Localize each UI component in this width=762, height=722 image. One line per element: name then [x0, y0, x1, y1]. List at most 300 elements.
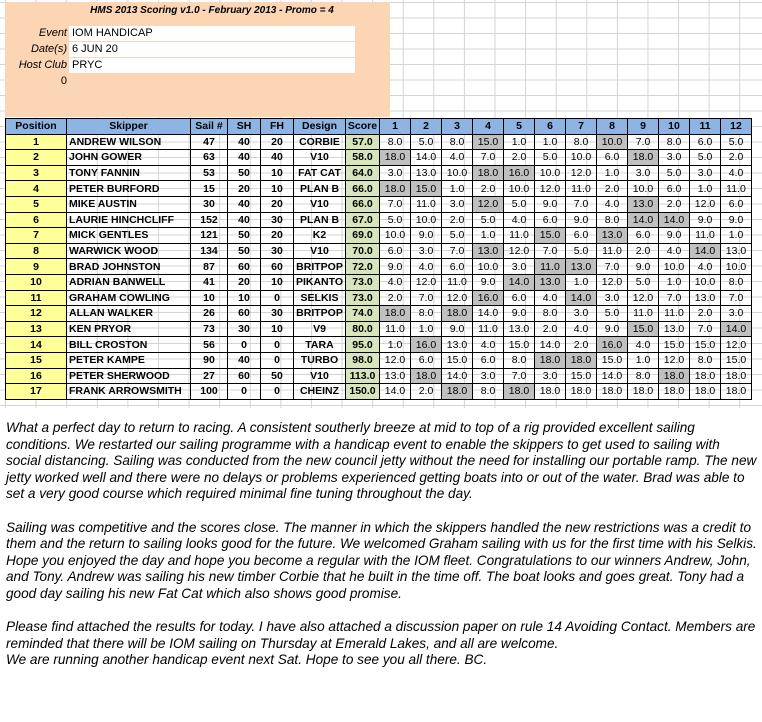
sh-cell: 20: [228, 274, 261, 290]
event-info-panel: [5, 2, 390, 117]
race-score-cell: 1.0: [535, 134, 566, 150]
fh-cell: 0: [261, 352, 294, 368]
skipper-cell: GRAHAM COWLING: [67, 290, 191, 306]
host-club-label: Host Club: [18, 59, 67, 71]
race-score-cell: 1.0: [628, 352, 659, 368]
race-score-cell: 18.0: [628, 384, 659, 400]
design-cell: PIKANTO: [294, 274, 346, 290]
sh-cell: 60: [228, 368, 261, 384]
race-score-cell: 10.0: [566, 150, 597, 166]
column-header: Position: [6, 119, 67, 135]
skipper-cell: MICK GENTLES: [67, 228, 191, 244]
sail-number-cell: 26: [191, 306, 228, 322]
sh-cell: 60: [228, 306, 261, 322]
race-score-cell: 15.0: [690, 337, 721, 353]
race-score-cell: 5.0: [473, 212, 504, 228]
fh-cell: 30: [261, 306, 294, 322]
dropped-race-cell: 13.0: [473, 243, 504, 259]
fh-cell: 20: [261, 196, 294, 212]
fh-cell: 20: [261, 134, 294, 150]
race-score-cell: 7.0: [628, 134, 659, 150]
column-header: Design: [294, 119, 346, 135]
table-row: [6, 384, 752, 400]
race-score-cell: 2.0: [535, 321, 566, 337]
race-score-cell: 8.0: [504, 352, 535, 368]
sail-number-cell: 30: [191, 196, 228, 212]
skipper-cell: PETER KAMPE: [67, 352, 191, 368]
column-header: 2: [411, 119, 442, 135]
race-score-cell: 18.0: [690, 384, 721, 400]
race-score-cell: 5.0: [442, 228, 473, 244]
dropped-race-cell: 18.0: [380, 181, 411, 197]
column-header: 9: [628, 119, 659, 135]
score-cell: 150.0: [346, 384, 380, 400]
race-score-cell: 11.0: [566, 181, 597, 197]
skipper-cell: ANDREW WILSON: [67, 134, 191, 150]
race-score-cell: 6.0: [380, 243, 411, 259]
race-score-cell: 4.0: [380, 274, 411, 290]
race-score-cell: 12.0: [721, 337, 752, 353]
host-club-value: PRYC: [69, 58, 355, 73]
race-score-cell: 2.0: [504, 150, 535, 166]
race-score-cell: 18.0: [535, 384, 566, 400]
race-score-cell: 18.0: [597, 384, 628, 400]
report-paragraph-1: What a perfect day to return to racing. A consistent southerly breeze at mid to top of a rig provided excellent sailing conditions. We restarted our sailing programme with a handicap event to enable the skippers to get used to sailing with social distancing. Sailing was conducted from the new council jetty without the need for installing our portable ramp. The new jetty worked well and there were no delays or problems experienced getting boats into or out of the water. Brad was able to set a very good course which required minimal fine tuning throughout the day.: [6, 420, 757, 502]
skipper-cell: WARWICK WOOD: [67, 243, 191, 259]
race-score-cell: 10.0: [628, 181, 659, 197]
race-score-cell: 4.0: [411, 259, 442, 275]
race-score-cell: 15.0: [659, 337, 690, 353]
skipper-cell: MIKE AUSTIN: [67, 196, 191, 212]
race-score-cell: 10.0: [442, 165, 473, 181]
race-score-cell: 14.0: [411, 150, 442, 166]
dropped-race-cell: 14.0: [504, 274, 535, 290]
dropped-race-cell: 18.0: [628, 150, 659, 166]
zero-value: 0: [60, 75, 67, 87]
date-label: Date(s): [30, 43, 67, 55]
sail-number-cell: 134: [191, 243, 228, 259]
column-header: 7: [566, 119, 597, 135]
position-cell: 8: [6, 243, 67, 259]
race-score-cell: 7.0: [442, 243, 473, 259]
dropped-race-cell: 18.0: [504, 384, 535, 400]
race-score-cell: 3.0: [504, 259, 535, 275]
sail-number-cell: 27: [191, 368, 228, 384]
score-cell: 80.0: [346, 321, 380, 337]
race-score-cell: 13.0: [442, 337, 473, 353]
race-score-cell: 1.0: [597, 165, 628, 181]
race-score-cell: 3.0: [597, 290, 628, 306]
dropped-race-cell: 11.0: [535, 259, 566, 275]
table-row: [6, 321, 752, 337]
dropped-race-cell: 15.0: [628, 321, 659, 337]
race-score-cell: 9.0: [380, 259, 411, 275]
race-score-cell: 6.0: [659, 181, 690, 197]
race-score-cell: 2.0: [597, 181, 628, 197]
race-score-cell: 8.0: [473, 384, 504, 400]
race-score-cell: 3.0: [442, 196, 473, 212]
column-header: 10: [659, 119, 690, 135]
position-cell: 3: [6, 165, 67, 181]
race-score-cell: 2.0: [690, 306, 721, 322]
position-cell: 14: [6, 337, 67, 353]
race-score-cell: 11.0: [628, 306, 659, 322]
position-cell: 15: [6, 352, 67, 368]
column-header: Score: [346, 119, 380, 135]
fh-cell: 0: [261, 290, 294, 306]
skipper-cell: PETER SHERWOOD: [67, 368, 191, 384]
design-cell: V10: [294, 150, 346, 166]
event-value: IOM HANDICAP: [69, 26, 355, 41]
design-cell: BRITPOP: [294, 259, 346, 275]
table-row: [6, 243, 752, 259]
race-score-cell: 3.0: [473, 368, 504, 384]
report-paragraph-4: We are running another handicap event next Sat. Hope to see you all there. BC.: [6, 652, 488, 668]
results-table: [5, 118, 752, 400]
race-score-cell: 11.0: [380, 321, 411, 337]
race-score-cell: 15.0: [504, 337, 535, 353]
race-score-cell: 15.0: [442, 352, 473, 368]
column-header: Skipper: [67, 119, 191, 135]
race-score-cell: 4.0: [566, 321, 597, 337]
race-score-cell: 8.0: [597, 212, 628, 228]
race-score-cell: 5.0: [628, 274, 659, 290]
sail-number-cell: 56: [191, 337, 228, 353]
design-cell: K2: [294, 228, 346, 244]
score-cell: 72.0: [346, 259, 380, 275]
position-cell: 12: [6, 306, 67, 322]
race-score-cell: 12.0: [504, 243, 535, 259]
position-cell: 11: [6, 290, 67, 306]
sh-cell: 40: [228, 196, 261, 212]
race-score-cell: 10.0: [473, 259, 504, 275]
race-score-cell: 9.0: [628, 259, 659, 275]
race-score-cell: 12.0: [659, 352, 690, 368]
sh-cell: 50: [228, 243, 261, 259]
race-score-cell: 10.0: [504, 181, 535, 197]
position-cell: 5: [6, 196, 67, 212]
score-cell: 58.0: [346, 150, 380, 166]
race-score-cell: 3.0: [628, 165, 659, 181]
race-score-cell: 7.0: [411, 290, 442, 306]
sail-number-cell: 53: [191, 165, 228, 181]
race-score-cell: 3.0: [411, 243, 442, 259]
race-score-cell: 11.0: [442, 274, 473, 290]
sh-cell: 20: [228, 181, 261, 197]
table-row: [6, 337, 752, 353]
dropped-race-cell: 14.0: [659, 212, 690, 228]
column-header: 3: [442, 119, 473, 135]
race-score-cell: 7.0: [659, 290, 690, 306]
race-score-cell: 4.0: [628, 337, 659, 353]
race-score-cell: 5.0: [690, 150, 721, 166]
race-score-cell: 9.0: [566, 212, 597, 228]
dropped-race-cell: 14.0: [721, 321, 752, 337]
race-score-cell: 8.0: [690, 352, 721, 368]
position-cell: 1: [6, 134, 67, 150]
race-score-cell: 8.0: [721, 274, 752, 290]
race-score-cell: 1.0: [566, 274, 597, 290]
column-header: 6: [535, 119, 566, 135]
race-score-cell: 14.0: [535, 337, 566, 353]
position-cell: 7: [6, 228, 67, 244]
skipper-cell: KEN PRYOR: [67, 321, 191, 337]
column-header: Sail #: [191, 119, 228, 135]
position-cell: 17: [6, 384, 67, 400]
race-score-cell: 9.0: [504, 306, 535, 322]
race-score-cell: 7.0: [380, 196, 411, 212]
race-score-cell: 14.0: [380, 384, 411, 400]
race-score-cell: 9.0: [659, 228, 690, 244]
race-score-cell: 8.0: [566, 134, 597, 150]
race-score-cell: 11.0: [504, 228, 535, 244]
sh-cell: 40: [228, 352, 261, 368]
race-score-cell: 10.0: [690, 274, 721, 290]
design-cell: PLAN B: [294, 181, 346, 197]
dropped-race-cell: 15.0: [411, 181, 442, 197]
race-score-cell: 12.0: [597, 274, 628, 290]
dropped-race-cell: 15.0: [535, 228, 566, 244]
fh-cell: 60: [261, 259, 294, 275]
design-cell: V10: [294, 243, 346, 259]
race-score-cell: 2.0: [659, 196, 690, 212]
sh-cell: 10: [228, 290, 261, 306]
fh-cell: 40: [261, 150, 294, 166]
event-label: Event: [38, 27, 67, 39]
race-score-cell: 5.0: [535, 150, 566, 166]
race-score-cell: 14.0: [473, 306, 504, 322]
sh-cell: 40: [228, 150, 261, 166]
race-score-cell: 5.0: [380, 212, 411, 228]
dropped-race-cell: 13.0: [566, 259, 597, 275]
date-value: 6 JUN 20: [69, 42, 355, 57]
fh-cell: 0: [261, 384, 294, 400]
dropped-race-cell: 18.0: [659, 368, 690, 384]
race-score-cell: 12.0: [411, 274, 442, 290]
race-score-cell: 18.0: [721, 368, 752, 384]
sail-number-cell: 73: [191, 321, 228, 337]
race-score-cell: 9.0: [442, 321, 473, 337]
race-score-cell: 1.0: [473, 228, 504, 244]
design-cell: PLAN B: [294, 212, 346, 228]
race-score-cell: 3.0: [566, 306, 597, 322]
table-row: [6, 212, 752, 228]
score-cell: 67.0: [346, 212, 380, 228]
position-cell: 4: [6, 181, 67, 197]
table-row: [6, 150, 752, 166]
race-score-cell: 6.0: [411, 352, 442, 368]
race-score-cell: 7.0: [504, 368, 535, 384]
dropped-race-cell: 18.0: [411, 368, 442, 384]
column-header: 8: [597, 119, 628, 135]
table-row: [6, 134, 752, 150]
race-score-cell: 6.0: [535, 212, 566, 228]
score-cell: 73.0: [346, 274, 380, 290]
race-score-cell: 9.0: [721, 212, 752, 228]
sail-number-cell: 41: [191, 274, 228, 290]
race-score-cell: 4.0: [659, 243, 690, 259]
race-score-cell: 11.0: [721, 181, 752, 197]
table-row: [6, 196, 752, 212]
race-score-cell: 7.0: [535, 243, 566, 259]
race-score-cell: 2.0: [721, 150, 752, 166]
race-score-cell: 14.0: [442, 368, 473, 384]
race-score-cell: 2.0: [442, 212, 473, 228]
design-cell: TURBO: [294, 352, 346, 368]
race-score-cell: 10.0: [380, 228, 411, 244]
design-cell: CHEINZ: [294, 384, 346, 400]
race-score-cell: 6.0: [721, 196, 752, 212]
dropped-race-cell: 18.0: [535, 352, 566, 368]
dropped-race-cell: 18.0: [442, 384, 473, 400]
sh-cell: 40: [228, 212, 261, 228]
race-score-cell: 4.0: [721, 165, 752, 181]
race-score-cell: 13.0: [690, 290, 721, 306]
race-score-cell: 8.0: [442, 134, 473, 150]
race-score-cell: 12.0: [442, 290, 473, 306]
race-score-cell: 1.0: [380, 337, 411, 353]
design-cell: V10: [294, 196, 346, 212]
score-cell: 113.0: [346, 368, 380, 384]
position-cell: 13: [6, 321, 67, 337]
sail-number-cell: 87: [191, 259, 228, 275]
skipper-cell: PETER BURFORD: [67, 181, 191, 197]
score-cell: 98.0: [346, 352, 380, 368]
report-paragraph-3: Please find attached the results for today. I have also attached a discussion paper on rule 14 Avoiding Contact. Members are reminded that there will be IOM sailing on Thursday at Emerald Lakes, and all are welcome.: [6, 619, 756, 651]
race-score-cell: 4.0: [473, 337, 504, 353]
race-score-cell: 8.0: [535, 306, 566, 322]
column-header: SH: [228, 119, 261, 135]
dropped-race-cell: 14.0: [628, 212, 659, 228]
table-row: [6, 306, 752, 322]
race-score-cell: 6.0: [504, 290, 535, 306]
dropped-race-cell: 16.0: [504, 165, 535, 181]
score-cell: 66.0: [346, 181, 380, 197]
sh-cell: 30: [228, 321, 261, 337]
design-cell: V10: [294, 368, 346, 384]
race-score-cell: 4.0: [690, 259, 721, 275]
race-score-cell: 8.0: [659, 134, 690, 150]
sail-number-cell: 90: [191, 352, 228, 368]
sh-cell: 50: [228, 165, 261, 181]
position-cell: 16: [6, 368, 67, 384]
sh-cell: 0: [228, 337, 261, 353]
dropped-race-cell: 13.0: [628, 196, 659, 212]
race-score-cell: 6.0: [442, 259, 473, 275]
race-score-cell: 10.0: [535, 165, 566, 181]
race-score-cell: 6.0: [628, 228, 659, 244]
column-header: 5: [504, 119, 535, 135]
table-row: [6, 368, 752, 384]
column-header: 1: [380, 119, 411, 135]
race-score-cell: 6.0: [473, 352, 504, 368]
dropped-race-cell: 10.0: [597, 134, 628, 150]
race-score-cell: 2.0: [380, 290, 411, 306]
race-score-cell: 18.0: [721, 384, 752, 400]
design-cell: SELKIS: [294, 290, 346, 306]
fh-cell: 20: [261, 228, 294, 244]
race-score-cell: 13.0: [380, 368, 411, 384]
race-score-cell: 15.0: [721, 352, 752, 368]
race-score-cell: 7.0: [690, 321, 721, 337]
table-row: [6, 274, 752, 290]
race-score-cell: 11.0: [411, 196, 442, 212]
race-score-cell: 13.0: [721, 243, 752, 259]
dropped-race-cell: 18.0: [473, 165, 504, 181]
race-score-cell: 8.0: [380, 134, 411, 150]
dropped-race-cell: 14.0: [690, 243, 721, 259]
race-score-cell: 12.0: [690, 196, 721, 212]
sail-number-cell: 10: [191, 290, 228, 306]
skipper-cell: TONY FANNIN: [67, 165, 191, 181]
score-cell: 57.0: [346, 134, 380, 150]
skipper-cell: BRAD JOHNSTON: [67, 259, 191, 275]
fh-cell: 0: [261, 337, 294, 353]
race-score-cell: 2.0: [566, 337, 597, 353]
design-cell: V9: [294, 321, 346, 337]
race-score-cell: 13.0: [504, 321, 535, 337]
race-score-cell: 1.0: [442, 181, 473, 197]
race-score-cell: 12.0: [380, 352, 411, 368]
race-score-cell: 8.0: [411, 306, 442, 322]
race-score-cell: 9.0: [690, 212, 721, 228]
column-header: 11: [690, 119, 721, 135]
sh-cell: 40: [228, 134, 261, 150]
race-score-cell: 10.0: [721, 259, 752, 275]
race-score-cell: 11.0: [473, 321, 504, 337]
score-cell: 95.0: [346, 337, 380, 353]
position-cell: 2: [6, 150, 67, 166]
race-score-cell: 13.0: [411, 165, 442, 181]
race-score-cell: 8.0: [628, 368, 659, 384]
sail-number-cell: 100: [191, 384, 228, 400]
race-score-cell: 18.0: [566, 384, 597, 400]
skipper-cell: BILL CROSTON: [67, 337, 191, 353]
scoring-banner: HMS 2013 Scoring v1.0 - February 2013 - Promo = 4: [90, 5, 334, 16]
race-score-cell: 5.0: [597, 306, 628, 322]
score-cell: 66.0: [346, 196, 380, 212]
race-score-cell: 10.0: [659, 259, 690, 275]
fh-cell: 30: [261, 212, 294, 228]
sail-number-cell: 152: [191, 212, 228, 228]
race-report: [6, 420, 758, 686]
table-row: [6, 165, 752, 181]
dropped-race-cell: 14.0: [566, 290, 597, 306]
position-cell: 6: [6, 212, 67, 228]
race-score-cell: 2.0: [411, 384, 442, 400]
race-score-cell: 1.0: [411, 321, 442, 337]
score-cell: 73.0: [346, 290, 380, 306]
design-cell: BRITPOP: [294, 306, 346, 322]
race-score-cell: 9.0: [411, 228, 442, 244]
race-score-cell: 4.0: [535, 290, 566, 306]
fh-cell: 10: [261, 321, 294, 337]
race-score-cell: 18.0: [659, 384, 690, 400]
race-score-cell: 7.0: [721, 290, 752, 306]
race-score-cell: 15.0: [597, 352, 628, 368]
race-score-cell: 4.0: [504, 212, 535, 228]
skipper-cell: ALLAN WALKER: [67, 306, 191, 322]
race-score-cell: 15.0: [566, 368, 597, 384]
race-score-cell: 5.0: [411, 134, 442, 150]
dropped-race-cell: 12.0: [473, 196, 504, 212]
race-score-cell: 2.0: [628, 243, 659, 259]
skipper-cell: JOHN GOWER: [67, 150, 191, 166]
race-score-cell: 9.0: [473, 274, 504, 290]
position-cell: 10: [6, 274, 67, 290]
race-score-cell: 6.0: [690, 134, 721, 150]
table-row: [6, 228, 752, 244]
